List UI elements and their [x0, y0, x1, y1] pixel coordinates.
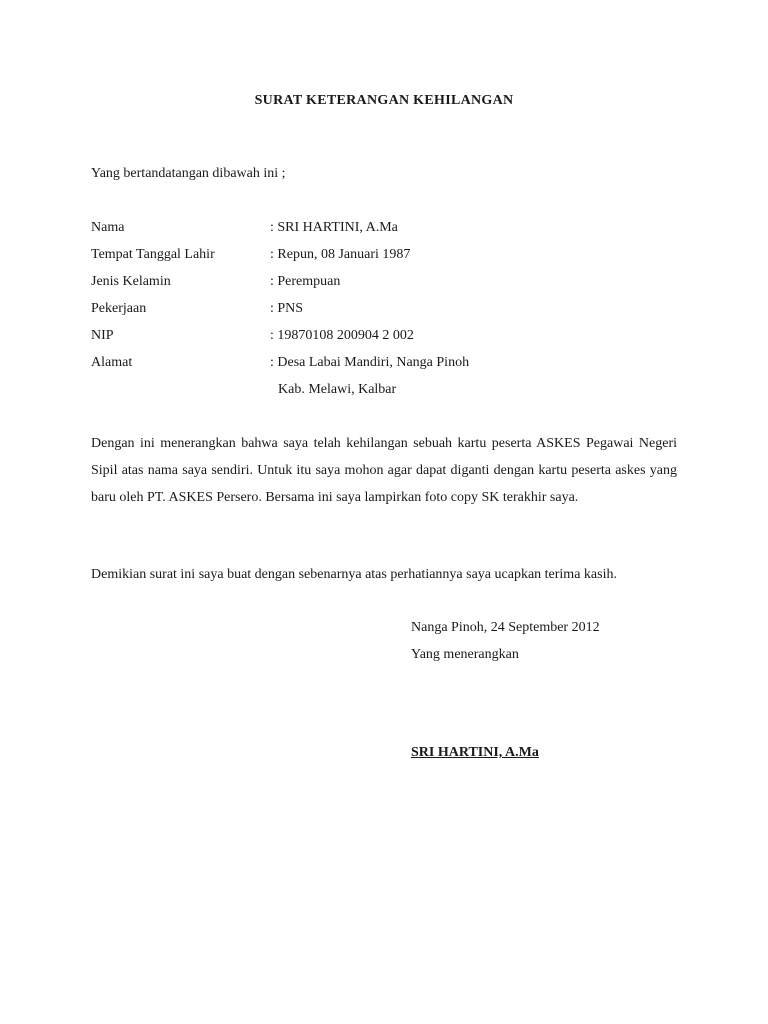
field-label: NIP [91, 328, 114, 343]
opening-line: Yang bertandatangan dibawah ini ; [91, 166, 286, 181]
field-value: : Desa Labai Mandiri, Nanga Pinoh [270, 355, 470, 370]
field-row-nama [91, 219, 681, 246]
body-paragraph: Dengan ini menerangkan bahwa saya telah kehilangan sebuah kartu peserta ASKES Pegawai Negeri Sipil atas nama saya sendiri. Untuk itu saya mohon agar dapat diganti dengan kartu peserta askes yang baru oleh PT. ASKES Persero. Bersama ini saya lampirkan foto copy SK terakhir saya. [91, 436, 677, 505]
field-row-alamat [91, 354, 681, 381]
address-continuation: Kab. Melawi, Kalbar [278, 382, 397, 397]
identity-fields [91, 219, 681, 408]
signer-name: SRI HARTINI, A.Ma [411, 745, 539, 760]
field-label: Tempat Tanggal Lahir [91, 247, 215, 262]
field-label: Jenis Kelamin [91, 274, 171, 289]
field-row-pekerjaan [91, 300, 681, 327]
field-value: : PNS [270, 301, 304, 316]
field-value: : Perempuan [270, 274, 341, 289]
place-date: Nanga Pinoh, 24 September 2012 [411, 620, 600, 635]
field-row-jenis-kelamin [91, 273, 681, 300]
signer-role: Yang menerangkan [411, 647, 519, 662]
closing-paragraph: Demikian surat ini saya buat dengan sebenarnya atas perhatiannya saya ucapkan terima kasih. [91, 567, 617, 582]
field-value: : Repun, 08 Januari 1987 [270, 247, 411, 262]
field-label: Nama [91, 220, 125, 235]
letter-title: SURAT KETERANGAN KEHILANGAN [254, 93, 514, 108]
field-row-tempat-tanggal-lahir [91, 246, 681, 273]
field-value: : 19870108 200904 2 002 [270, 328, 414, 343]
field-value: : SRI HARTINI, A.Ma [270, 220, 398, 235]
field-row-nip [91, 327, 681, 354]
field-label: Pekerjaan [91, 301, 147, 316]
field-label: Alamat [91, 355, 133, 370]
